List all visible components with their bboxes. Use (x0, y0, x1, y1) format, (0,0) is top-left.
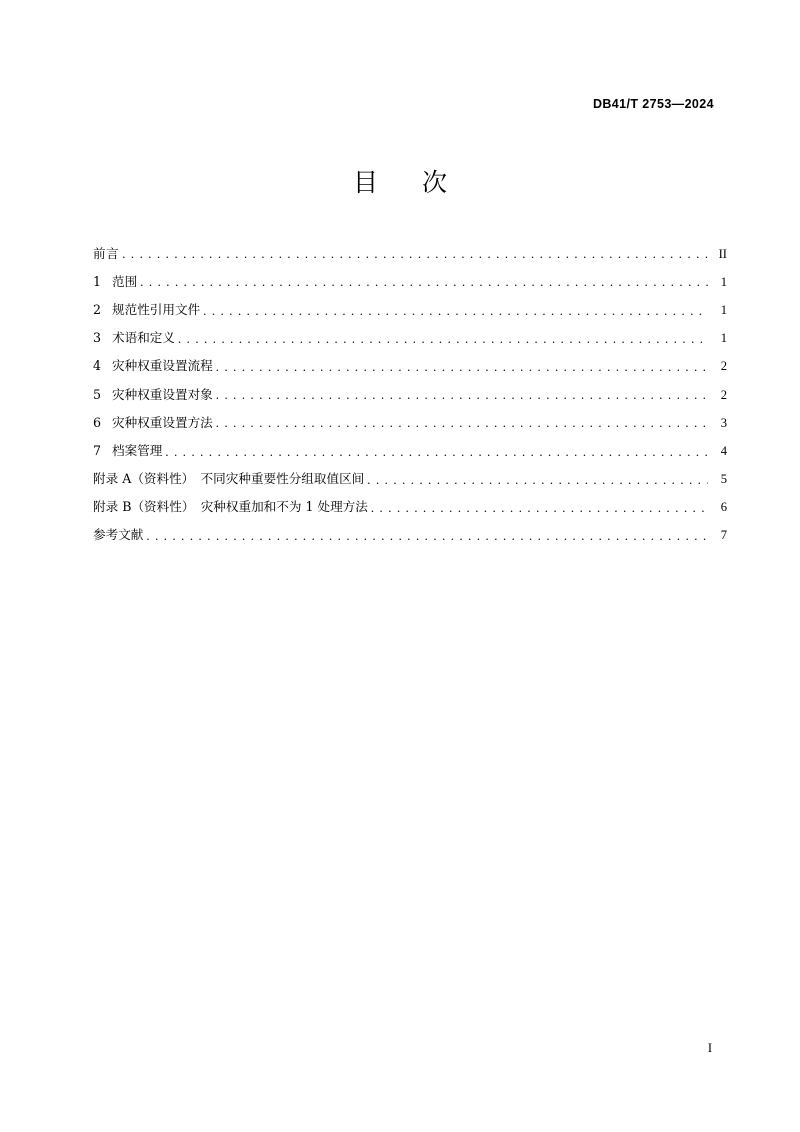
toc-entry-label: 灾种权重设置方法 (112, 414, 213, 430)
header-standard-number: DB41/T 2753—2024 (592, 97, 714, 111)
toc-entry[interactable] (93, 349, 727, 377)
toc-entry-page: 2 (720, 387, 727, 402)
toc-entry-page: 4 (720, 443, 727, 458)
toc-entry-label: 范围 (112, 273, 138, 289)
toc-leader (367, 474, 708, 486)
toc-entry[interactable] (93, 236, 727, 264)
toc-leader (216, 417, 708, 429)
toc-entry[interactable] (93, 462, 727, 490)
toc-entry[interactable] (93, 292, 727, 320)
toc-leader (216, 389, 708, 401)
toc-entry[interactable] (93, 264, 727, 292)
toc-leader (165, 446, 708, 458)
toc-entry[interactable] (93, 405, 727, 433)
toc-entry[interactable] (93, 377, 727, 405)
toc-leader (146, 530, 708, 542)
toc-entry-label: 术语和定义 (112, 330, 175, 346)
toc-entry-label: 灾种权重设置对象 (112, 386, 213, 402)
toc-entry-number: 6 (93, 414, 102, 430)
toc-entry-page: 1 (720, 274, 727, 289)
toc-leader (140, 276, 708, 288)
toc-entry-label: 附录 B（资料性） 灾种权重加和不为 1 处理方法 (93, 499, 368, 515)
toc-entry[interactable] (93, 518, 727, 546)
toc-entry-number: 7 (93, 442, 102, 458)
toc-entry-page: 7 (720, 528, 727, 543)
toc-entry-label: 前言 (93, 245, 120, 261)
toc-entry-page: II (718, 246, 727, 261)
toc-entry-page: 2 (720, 359, 727, 374)
toc-entry-number: 3 (93, 330, 102, 346)
toc-entry-label: 档案管理 (112, 442, 163, 458)
toc-entry-page: 5 (720, 472, 727, 487)
toc-leader (216, 361, 708, 373)
toc-entry-page: 6 (720, 500, 727, 515)
footer-page-number: I (707, 1041, 712, 1055)
toc-entry-label: 参考文献 (93, 527, 144, 543)
toc-entry-number: 5 (93, 386, 102, 402)
page-title: 目 次 (353, 168, 465, 197)
toc-entry[interactable] (93, 433, 727, 461)
toc-entry-label: 灾种权重设置流程 (112, 358, 213, 374)
toc-entry-page: 1 (720, 331, 727, 346)
toc-entry-label: 附录 A（资料性） 不同灾种重要性分组取值区间 (93, 471, 365, 487)
toc-entry-label: 规范性引用文件 (112, 301, 201, 317)
toc-entry-page: 1 (720, 302, 727, 317)
toc-leader (122, 248, 708, 260)
table-of-contents (93, 236, 727, 546)
toc-entry[interactable] (93, 321, 727, 349)
toc-entry-page: 3 (720, 415, 727, 430)
toc-leader (371, 502, 708, 514)
toc-leader (178, 333, 708, 345)
toc-entry[interactable] (93, 490, 727, 518)
toc-entry-number: 4 (93, 358, 102, 374)
toc-entry-number: 1 (93, 273, 102, 289)
toc-leader (203, 305, 708, 317)
toc-entry-number: 2 (93, 301, 102, 317)
